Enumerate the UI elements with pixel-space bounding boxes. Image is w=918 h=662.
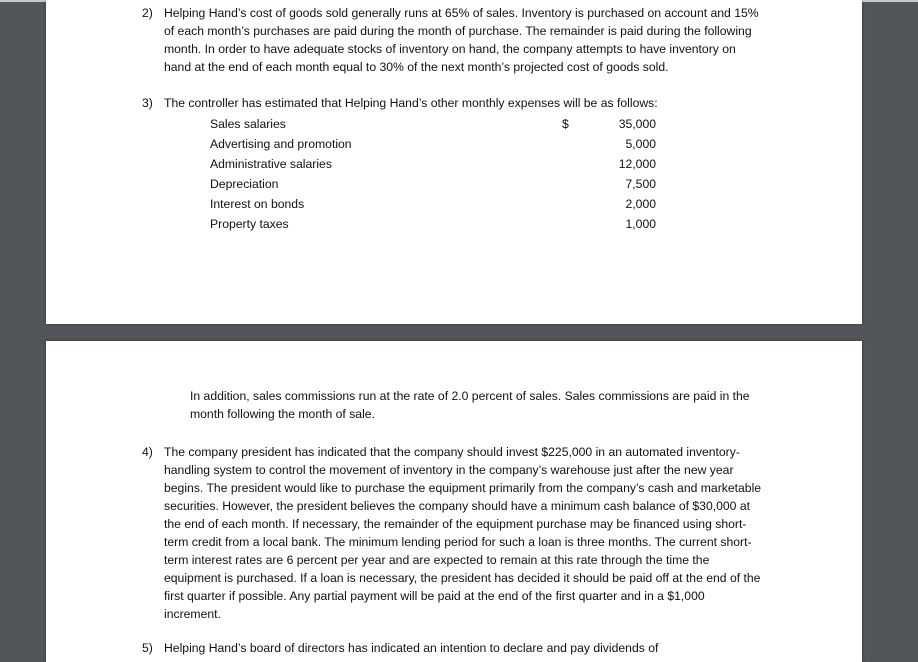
expense-amount: 12,000 [618, 157, 656, 171]
expense-amount: 1,000 [625, 217, 656, 231]
table-row [210, 154, 656, 174]
expense-label: Property taxes [210, 217, 289, 231]
list-item-text: The company president has indicated that the company should invest $225,000 in an automated inventory-handling system to control the movement of inventory in the company’s warehouse just after the new year begins. The president would like to purchase the equipment primarily from the company’s cash and marketable securities. However, the president believes the company should have a minimum cash balance of $30,000 at the end of each month. If necessary, the remainder of the equipment purchase may be financed using short-term credit from a local bank. The minimum lending period for such a loan is three months. The current short-term interest rates are 6 percent per year and are expected to remain at this rate through the time the equipment is purchased. If a loan is necessary, the president has decided it should be paid off at the end of the first quarter if possible. Any partial payment will be paid at the end of the first quarter and in a $1,000 increment. [164, 445, 762, 621]
list-item-text: Helping Hand’s cost of goods sold generally runs at 65% of sales. Inventory is purchased on account and 15% of each month’s purchases are paid during the month of purchase. The remainder is paid during the following month. In order to have adequate stocks of inventory on hand, the company attempts to have inventory on hand at the end of each month equal to 30% of the next month’s projected cost of goods sold. [164, 6, 759, 74]
currency-symbol [562, 154, 586, 174]
currency-symbol [562, 174, 586, 194]
expense-amount: 7,500 [625, 177, 656, 191]
expense-amount: 2,000 [625, 197, 656, 211]
expense-amount: 5,000 [625, 137, 656, 151]
expense-label: Depreciation [210, 177, 279, 191]
expenses-table [210, 114, 656, 234]
expense-label: Interest on bonds [210, 197, 305, 211]
currency-symbol [562, 194, 586, 214]
expense-amount: 35,000 [618, 117, 656, 131]
list-item-5 [142, 639, 764, 657]
currency-symbol: $ [562, 117, 569, 131]
list-item-2 [142, 4, 764, 76]
document-page-1[interactable] [46, 0, 862, 324]
table-row [210, 194, 656, 214]
currency-symbol [562, 214, 586, 234]
list-number: 2) [142, 6, 153, 20]
list-item-text: Helping Hand’s board of directors has indicated an intention to declare and pay dividends of [164, 641, 659, 655]
expense-label: Sales salaries [210, 117, 286, 131]
table-row [210, 134, 656, 154]
list-number: 4) [142, 445, 153, 459]
list-item-text: The controller has estimated that Helping Hand’s other monthly expenses will be as follows: [164, 96, 658, 110]
table-row [210, 114, 656, 134]
table-row [210, 174, 656, 194]
list-item-3 [142, 94, 764, 112]
list-number: 3) [142, 96, 153, 110]
list-number: 5) [142, 641, 153, 655]
commission-paragraph: In addition, sales commissions run at the rate of 2.0 percent of sales. Sales commissions are paid in the month following the month of sale. [190, 389, 750, 421]
document-page-2[interactable] [46, 341, 862, 662]
expense-label: Advertising and promotion [210, 137, 352, 151]
currency-symbol [562, 134, 586, 154]
expense-label: Administrative salaries [210, 157, 332, 171]
list-item-4 [142, 443, 764, 623]
table-row [210, 214, 656, 234]
